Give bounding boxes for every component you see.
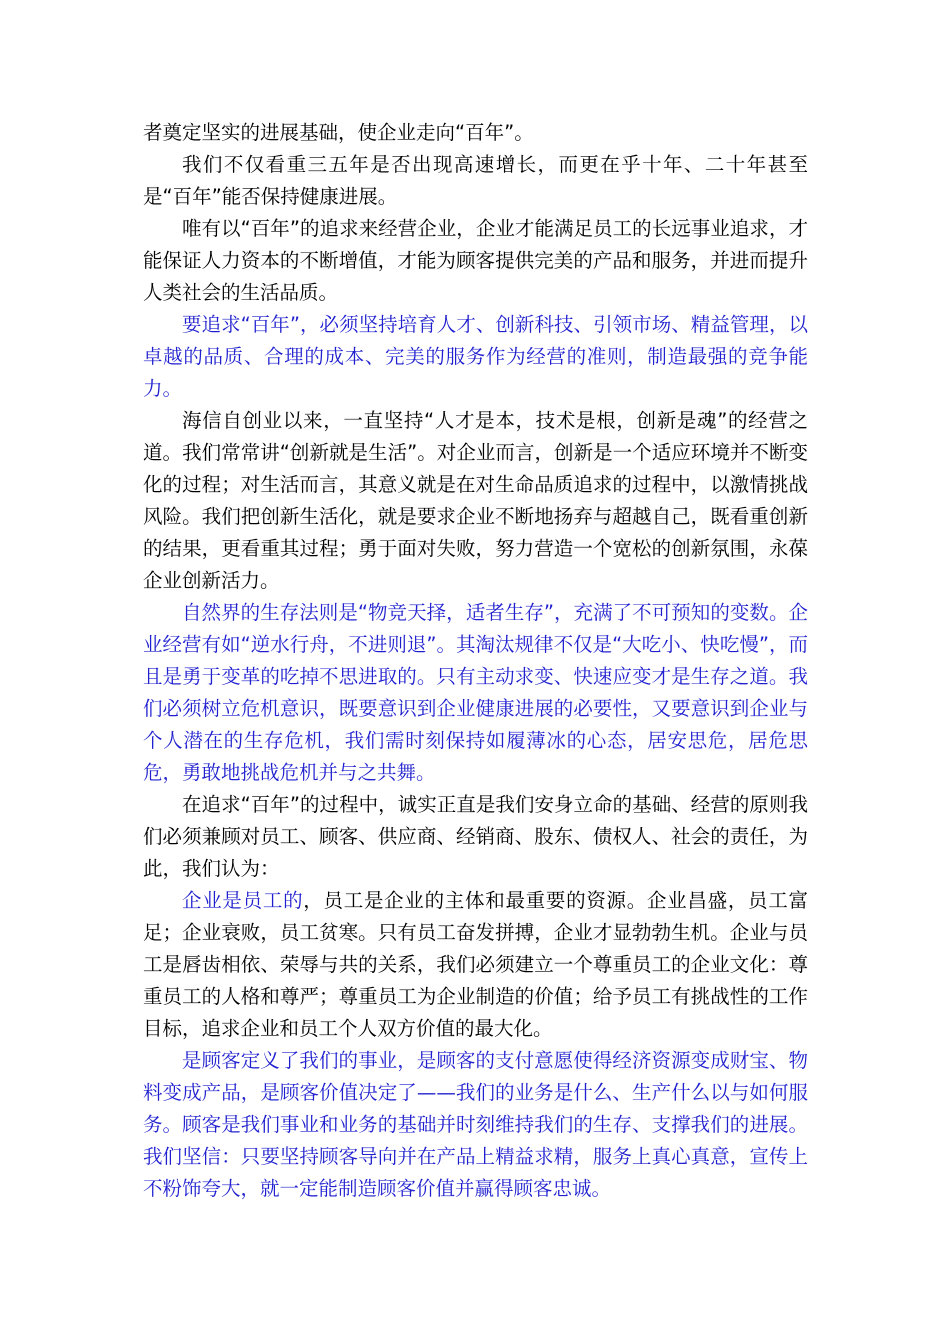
paragraph-4-text: 要追求“百年”，必须坚持培育人才、创新科技、引领市场、精益管理，以卓越的品质、合理的成本、完美的服务作为经营的准则，制造最强的竞争能力。	[143, 313, 808, 400]
paragraph-5-text: 海信自创业以来，一直坚持“人才是本，技术是根，创新是魂”的经营之道。我们常常讲“创新就是生活”。对企业而言，创新是一个适应环境并不断变化的过程；对生活而言，其意义就是在对生命品质追求的过程中，以激情挑战风险。我们把创新生活化，就是要求企业不断地扬弃与超越自己，既看重创新的结果，更看重其过程；勇于面对失败，努力营造一个宽松的创新氛围，永葆企业创新活力。	[143, 409, 808, 592]
paragraph-8-highlight: 企业是员工的	[182, 889, 304, 912]
paragraph-2	[143, 149, 808, 213]
paragraph-4	[143, 309, 808, 405]
paragraph-7-text: 在追求“百年”的过程中，诚实正直是我们安身立命的基础、经营的原则我们必须兼顾对员工、顾客、供应商、经销商、股东、债权人、社会的责任，为此，我们认为：	[143, 793, 808, 880]
paragraph-3-text: 唯有以“百年”的追求来经营企业，企业才能满足员工的长远事业追求，才能保证人力资本的不断增值，才能为顾客提供完美的产品和服务，并进而提升人类社会的生活品质。	[143, 217, 808, 304]
paragraph-6-text: 自然界的生存法则是“物竞天择，适者生存”，充满了不可预知的变数。企业经营有如“逆水行舟，不进则退”。其淘汰规律不仅是“大吃小、快吃慢”，而且是勇于变革的吃掉不思进取的。只有主动求变、快速应变才是生存之道。我们必须树立危机意识，既要意识到企业健康进展的必要性，又要意识到企业与个人潜在的生存危机，我们需时刻保持如履薄冰的心态，居安思危，居危思危，勇敢地挑战危机并与之共舞。	[143, 601, 808, 784]
paragraph-1-text: 者奠定坚实的进展基础，使企业走向“百年”。	[143, 121, 534, 144]
paragraph-9-text: 是顾客定义了我们的事业，是顾客的支付意愿使得经济资源变成财宝、物料变成产品，是顾客价值决定了——我们的业务是什么、生产什么以与如何服务。顾客是我们事业和业务的基础并时刻维持我们的生存、支撑我们的进展。我们坚信：只要坚持顾客导向并在产品上精益求精，服务上真心真意，宣传上不粉饰夸大，就一定能制造顾客价值并赢得顾客忠诚。	[143, 1049, 808, 1200]
paragraph-8	[143, 885, 808, 1045]
paragraph-6	[143, 597, 808, 789]
paragraph-1	[143, 117, 808, 149]
paragraph-8-text: ，员工是企业的主体和最重要的资源。企业昌盛，员工富足；企业衰败，员工贫寒。只有员工奋发拼搏，企业才显勃勃生机。企业与员工是唇齿相依、荣辱与共的关系，我们必须建立一个尊重员工的企业文化：尊重员工的人格和尊严；尊重员工为企业制造的价值；给予员工有挑战性的工作目标，追求企业和员工个人双方价值的最大化。	[143, 889, 808, 1040]
paragraph-3	[143, 213, 808, 309]
document-page	[143, 117, 808, 1205]
paragraph-2-text: 我们不仅看重三五年是否出现高速增长，而更在乎十年、二十年甚至是“百年”能否保持健康进展。	[143, 153, 808, 208]
paragraph-7	[143, 789, 808, 885]
paragraph-9	[143, 1045, 808, 1205]
paragraph-5	[143, 405, 808, 597]
